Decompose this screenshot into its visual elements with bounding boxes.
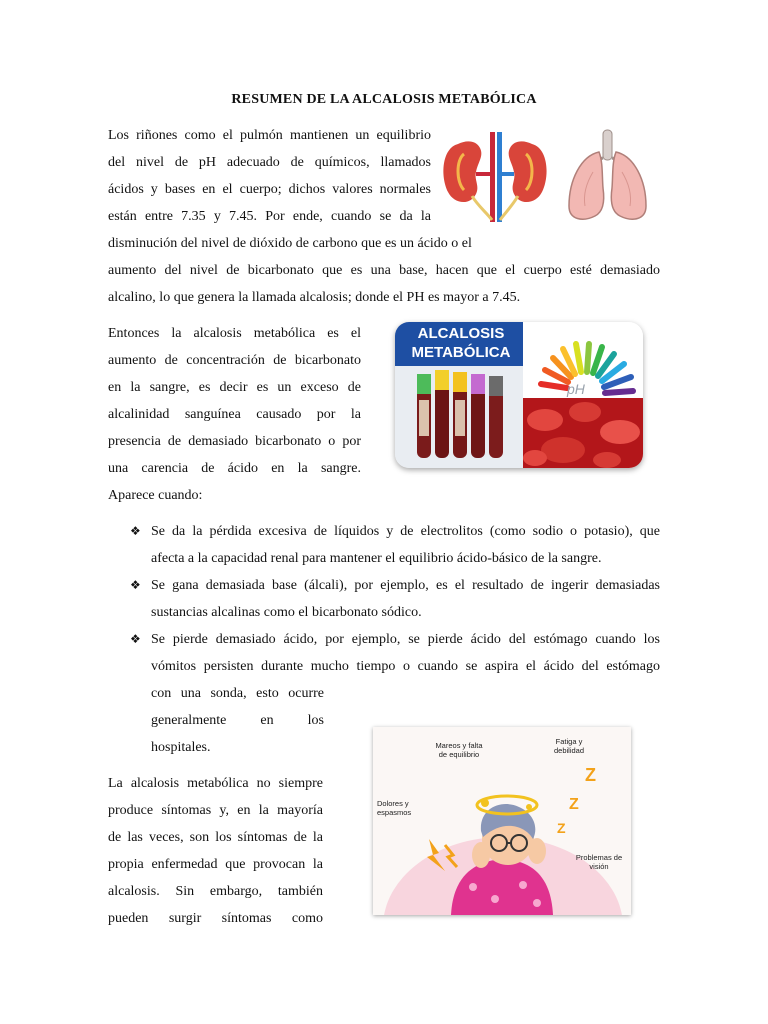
label-line: de equilibrio — [438, 750, 480, 759]
symptoms-paragraph — [108, 770, 323, 932]
list-item-continuation — [151, 680, 324, 761]
z-letter: Z — [569, 796, 579, 813]
label-line: Problemas de — [575, 853, 623, 862]
text-line: Se pierde demasiado ácido, por ejemplo, se pierde ácido del estómago cuando los — [151, 632, 660, 647]
label-line: debilidad — [553, 746, 585, 755]
text-line: una carencia de ácido en la sangre. — [108, 461, 361, 476]
label-line: espasmos — [377, 808, 412, 817]
text-line: aumento del nivel de bicarbonato que es una base, hacen que el cuerpo esté demasiado — [108, 263, 660, 278]
text-line: Se da la pérdida excesiva de líquidos y de electrolitos (como sodio o potasio), que — [151, 524, 660, 539]
page-title: RESUMEN DE LA ALCALOSIS METABÓLICA — [231, 92, 537, 107]
label-line: Fatiga y — [555, 737, 583, 746]
kidney-illustration — [440, 130, 550, 222]
symptoms-illustration — [373, 727, 631, 915]
text-line: Aparece cuando: — [108, 488, 203, 503]
intro-paragraph-continued — [108, 230, 660, 311]
text-line: generalmente en los — [151, 713, 324, 728]
diamond-bullet-icon: ❖ — [130, 578, 141, 592]
list-item — [130, 626, 660, 680]
text-line: propia enfermedad que provocan la — [108, 857, 323, 872]
symptoms-graphic — [373, 727, 631, 915]
causes-list — [130, 518, 660, 680]
label-line: visión — [589, 862, 609, 871]
text-line: están entre 7.35 y 7.45. Por ende, cuando se da la — [108, 209, 431, 224]
z-letter: Z — [557, 820, 566, 836]
text-line: alcalinidad sanguínea causado por la — [108, 407, 361, 422]
text-line: sustancias alcalinas como el bicarbonato sódico. — [151, 605, 422, 620]
text-line: Los riñones como el pulmón mantienen un equilibrio — [108, 128, 431, 143]
text-line: La alcalosis metabólica no siempre — [108, 776, 323, 791]
z-letter: Z — [585, 765, 596, 785]
list-item — [130, 518, 660, 572]
text-line: afecta a la capacidad renal para mantener el equilibrio ácido-básico de la sangre. — [151, 551, 602, 566]
text-line: presencia de demasiado bicarbonato o por — [108, 434, 361, 449]
symptom-label-fatigue — [539, 737, 599, 755]
diamond-bullet-icon: ❖ — [130, 632, 141, 646]
text-line: con una sonda, esto ocurre — [151, 686, 324, 701]
symptom-label-pain — [377, 799, 423, 817]
text-line: hospitales. — [151, 740, 211, 755]
text-line: Se gana demasiada base (álcali), por ejemplo, es el resultado de ingerir demasiadas — [151, 578, 660, 593]
text-line: en la sangre, es decir es un exceso de — [108, 380, 361, 395]
text-line: pueden surgir síntomas como — [108, 911, 323, 926]
banner-line: METABÓLICA — [411, 344, 511, 361]
ph-label: pH — [567, 381, 585, 397]
text-line: de las veces, son los síntomas de la — [108, 830, 323, 845]
text-line: Entonces la alcalosis metabólica es el — [108, 326, 361, 341]
label-line: Dolores y — [377, 799, 409, 808]
banner-line: ALCALOSIS — [417, 325, 505, 342]
text-line: alcalosis. Sin embargo, también — [108, 884, 323, 899]
text-line: produce síntomas y, en la mayoría — [108, 803, 323, 818]
text-line: aumento de concentración de bicarbonato — [108, 353, 361, 368]
alcalosis-banner-text — [401, 324, 521, 362]
diamond-bullet-icon: ❖ — [130, 524, 141, 538]
text-line: del nivel de pH adecuado de químicos, llamados — [108, 155, 431, 170]
text-line: ácidos y bases en el cuerpo; dichos valores normales — [108, 182, 431, 197]
label-line: Mareos y falta — [435, 741, 483, 750]
symptom-label-vision — [569, 853, 629, 871]
definition-paragraph — [108, 320, 361, 509]
text-line: vómitos persisten durante mucho tiempo o cuando se aspira el ácido del estómago — [151, 659, 660, 674]
intro-paragraph — [108, 122, 431, 230]
text-line: alcalino, lo que genera la llamada alcalosis; donde el PH es mayor a 7.45. — [108, 290, 521, 305]
symptom-label-dizziness — [419, 741, 499, 759]
list-item — [130, 572, 660, 626]
text-line: disminución del nivel de dióxido de carbono que es un ácido o el — [108, 236, 472, 251]
lungs-illustration — [565, 128, 650, 224]
alcalosis-illustration — [395, 322, 643, 468]
